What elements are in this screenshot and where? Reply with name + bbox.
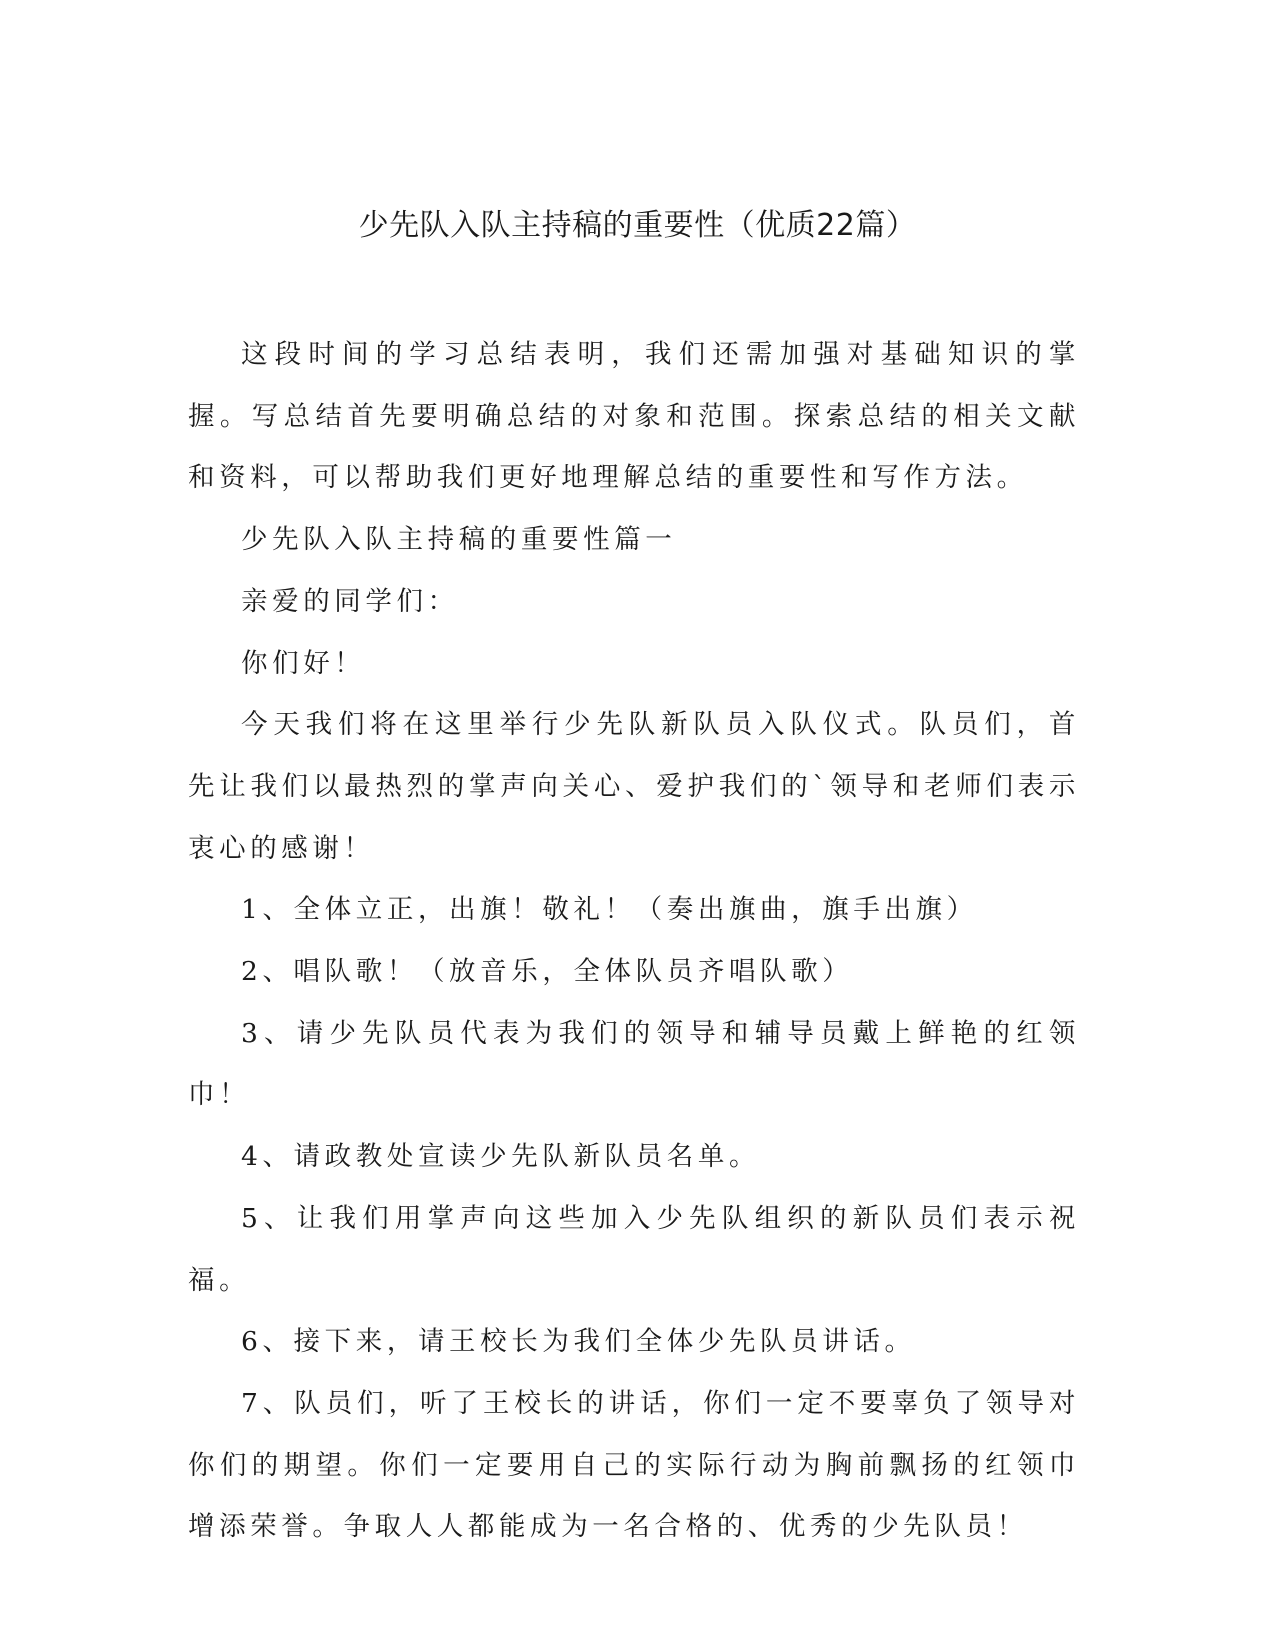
document-title: 少先队入队主持稿的重要性（优质22篇） [358, 208, 917, 243]
list-item: 7、队员们，听了王校长的讲话，你们一定不要辜负了领导对你们的期望。你们一定要用自己的实际行动为胸前飘扬的红领巾增添荣誉。争取人人都能成为一名合格的、优秀的少先队员！ [188, 1387, 1080, 1543]
list-item: 2、唱队歌！（放音乐，全体队员齐唱队歌） [241, 956, 854, 988]
list-item: 6、接下来，请王校长为我们全体少先队员讲话。 [241, 1326, 916, 1358]
list-item: 4、请政教处宣读少先队新队员名单。 [241, 1141, 761, 1173]
list-item: 5、让我们用掌声向这些加入少先队组织的新队员们表示祝福。 [188, 1202, 1080, 1296]
greeting: 你们好！ [241, 647, 366, 679]
document-body [188, 324, 1080, 1558]
section-heading: 少先队入队主持稿的重要性篇一 [241, 524, 677, 556]
intro-paragraph: 这段时间的学习总结表明，我们还需加强对基础知识的掌握。写总结首先要明确总结的对象和范围。探索总结的相关文献和资料，可以帮助我们更好地理解总结的重要性和写作方法。 [188, 339, 1080, 494]
salutation: 亲爱的同学们： [241, 585, 459, 617]
list-item: 1、全体立正，出旗！敬礼！（奏出旗曲，旗手出旗） [241, 894, 978, 926]
opening-paragraph: 今天我们将在这里举行少先队新队员入队仪式。队员们，首先让我们以最热烈的掌声向关心、爱护我们的`领导和老师们表示衷心的感谢！ [188, 709, 1080, 864]
list-item: 3、请少先队员代表为我们的领导和辅导员戴上鲜艳的红领巾！ [188, 1017, 1080, 1111]
